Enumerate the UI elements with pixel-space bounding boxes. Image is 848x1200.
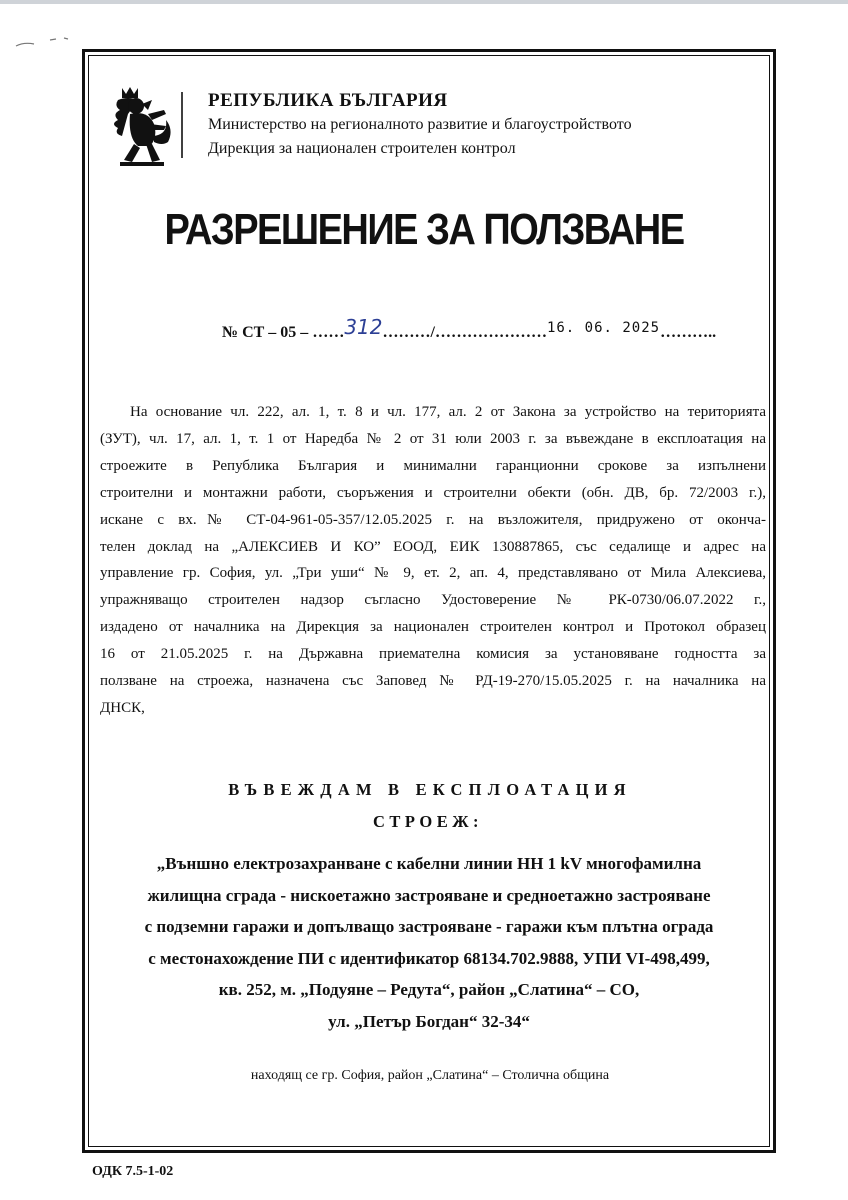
object-label: СТРОЕЖ: — [372, 812, 484, 831]
body-line: упражняващо строителен надзор съгласно Удостоверение № РК-0730/06.07.2022 г., — [100, 592, 766, 609]
decree-heading: ВЪВЕЖДАМ В ЕКСПЛОАТАЦИЯ — [228, 780, 632, 799]
body-line: 16 от 21.05.2025 г. на Държавна приемателна комисия за установяване годността за — [100, 646, 766, 663]
legal-basis-paragraph — [100, 399, 766, 722]
body-line: искане с вх.№ СТ-04-961-05-357/12.05.2025 г. на възложителя, придружено от оконча- — [100, 511, 766, 528]
permit-number-prefix: № СТ – 05 – — [222, 324, 313, 341]
stamped-date: 16. 06. 2025 — [546, 320, 661, 336]
body-line: строителни и монтажни работи, съоръжения и строителни обекти (обн. ДВ, бр. 72/2003 г.), — [100, 484, 766, 501]
scan-mark-icon — [14, 36, 74, 50]
object-line: кв. 252, м. „Подуяне – Редута“, район „Слатина“ – СО, — [218, 980, 640, 1000]
handwritten-permit-number: 312 — [344, 315, 383, 339]
body-line: (ЗУТ), чл. 17, ал. 1, т. 1 от Наредба № 2 от 31 юли 2003 г. за въвеждане в експлоатация на — [100, 430, 766, 447]
body-line: строежите в Република България и минимални гаранционни срокове за изпълнени — [100, 457, 766, 474]
body-line: телен доклад на „АЛЕКСИЕВ И КО” ЕООД, ЕИК 130887865, със седалище и адрес на — [100, 538, 766, 555]
object-line: с местонахождение ПИ с идентификатор 68134.702.9888, УПИ VI-498,499, — [148, 948, 710, 968]
ministry-name: Министерство на регионалното развитие и благоустройството — [208, 116, 632, 133]
permit-number-dots-1: …… — [312, 324, 345, 341]
object-line: с подземни гаражи и допълващо застрояване - гаражи към плътна ограда — [144, 917, 714, 937]
object-line: жилищна сграда - нискоетажно застрояване и средноетажно застрояване — [147, 885, 711, 905]
body-line: управление гр. София, ул. „Три уши“ № 9, ет. 2, ап. 4, представлявано от Мила Алексиева, — [100, 565, 766, 582]
body-line: ползване на строежа, назначена със Заповед № РД-19-270/15.05.2025 г. на началника на — [100, 673, 766, 690]
body-line: ДНСК, — [100, 699, 145, 716]
object-line: „Външно електрозахранване с кабелни линии НН 1 kV многофамилна — [156, 854, 702, 873]
object-line: ул. „Петър Богдан“ 32-34“ — [328, 1011, 530, 1031]
issuer-header — [208, 89, 632, 161]
permit-number-dots-3: ……….. — [660, 324, 717, 341]
form-code: ОДК 7.5-1-02 — [92, 1164, 174, 1179]
location-line: находящ се гр. София, район „Слатина“ – Столична община — [250, 1068, 610, 1083]
object-description — [88, 848, 770, 1038]
document-title: РАЗРЕШЕНИЕ ЗА ПОЛЗВАНЕ — [164, 206, 684, 255]
directorate-name: Дирекция за национален строителен контрол — [208, 140, 516, 157]
body-line: На основание чл. 222, ал. 1, т. 8 и чл. 177, ал. 2 от Закона за устройство на територията — [130, 404, 766, 420]
republic-name: РЕПУБЛИКА БЪЛГАРИЯ — [208, 90, 448, 111]
permit-number-dots-2: ………/………………… — [382, 324, 547, 341]
bulgarian-lion-crest-icon — [108, 84, 184, 174]
scan-edge — [0, 0, 848, 4]
body-line: издадено от началника на Дирекция за национален строителен контрол и Протокол образец — [100, 619, 766, 636]
permit-number-line — [222, 315, 717, 342]
